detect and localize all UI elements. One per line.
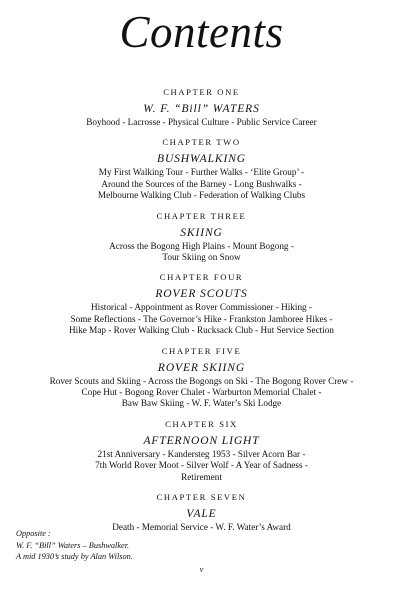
chapter-label: CHAPTER FOUR: [159, 272, 244, 283]
section-line: Melbourne Walking Club - Federation of Walking Clubs: [97, 190, 306, 201]
chapter-sections: [0, 117, 403, 128]
chapter-six: [0, 418, 403, 483]
chapter-title: VALE: [186, 508, 217, 521]
chapter-sections: [0, 376, 403, 410]
chapter-title: W. F. “Bill” WATERS: [143, 103, 260, 115]
chapter-sections: [0, 449, 403, 483]
chapter-title: ROVER SCOUTS: [155, 288, 248, 301]
chapter-list: [0, 86, 403, 534]
chapter-sections: [0, 241, 403, 264]
section-line: Historical - Appointment as Rover Commissioner - Hiking -: [91, 302, 312, 313]
section-line: Rover Scouts and Skiing - Across the Bogongs on Ski - The Bogong Rover Crew -: [49, 375, 354, 386]
section-line: Death - Memorial Service - W. F. Water’s Award: [112, 522, 291, 533]
chapter-one: [0, 86, 403, 128]
section-line: Boyhood - Lacrosse - Physical Culture - Public Service Career: [86, 117, 317, 127]
chapter-label: CHAPTER ONE: [163, 87, 240, 97]
chapter-three: [0, 210, 403, 264]
chapter-title: BUSHWALKING: [157, 153, 246, 166]
opposite-label: Opposite :: [16, 529, 51, 538]
section-line: Baw Baw Skiing - W. F. Water’s Ski Lodge: [121, 398, 282, 409]
chapter-two: [0, 136, 403, 201]
section-line: Retirement: [181, 471, 222, 482]
chapter-label: CHAPTER SEVEN: [156, 492, 247, 503]
chapter-title: ROVER SKIING: [157, 361, 246, 374]
section-line: 7th World Rover Moot - Silver Wolf - A Year of Sadness -: [95, 460, 308, 471]
opposite-caption: [16, 529, 236, 562]
section-line: Across the Bogong High Plains - Mount Bogong -: [109, 240, 294, 251]
chapter-title: AFTERNOON LIGHT: [143, 434, 260, 447]
chapter-label: CHAPTER SIX: [165, 418, 238, 429]
section-line: Tour Skiing on Snow: [162, 252, 241, 263]
section-line: Around the Sources of the Barney - Long Bushwalks -: [101, 178, 302, 189]
chapter-sections: [0, 302, 403, 336]
section-line: Cope Hut - Bogong Rover Chalet - Warburton Memorial Chalet -: [81, 387, 322, 398]
chapter-title: SKIING: [180, 226, 223, 239]
page-title: Contents: [119, 7, 284, 57]
chapter-label: CHAPTER TWO: [162, 137, 241, 148]
section-line: Some Reflections - The Governor’s Hike - Frankston Jamboree Hikes -: [70, 313, 333, 324]
section-line: My First Walking Tour - Further Walks - ‘Elite Group’ -: [98, 167, 305, 178]
chapter-four: [0, 271, 403, 336]
chapter-sections: [0, 167, 403, 201]
page-number: v: [199, 564, 204, 574]
caption-line: W. F. “Bill” Waters – Bushwalker.: [16, 541, 130, 551]
section-line: Hike Map - Rover Walking Club - Rucksack Club - Hut Service Section: [69, 325, 334, 336]
chapter-seven: [0, 491, 403, 533]
chapter-label: CHAPTER FIVE: [161, 345, 242, 356]
chapter-five: [0, 345, 403, 410]
caption-line: A mid 1930’s study by Alan Wilson.: [16, 551, 133, 561]
chapter-label: CHAPTER THREE: [156, 210, 247, 221]
section-line: 21st Anniversary - Kandersteg 1953 - Silver Acorn Bar -: [97, 448, 306, 459]
